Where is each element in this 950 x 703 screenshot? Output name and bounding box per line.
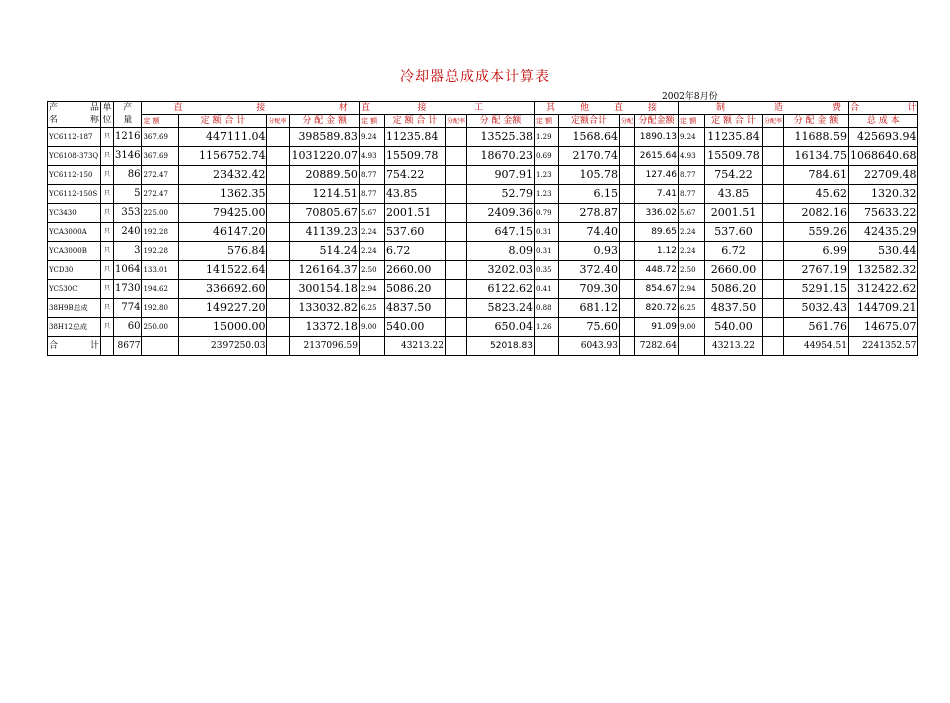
- sub-quota-c: 定 额: [534, 115, 558, 128]
- material-quota: 192.28: [142, 242, 179, 261]
- table-row: [48, 223, 918, 242]
- mfg-quota: 8.77: [678, 166, 704, 185]
- product-name: YCD30: [48, 261, 101, 280]
- mfg-quota-total: 15509.78: [704, 147, 762, 166]
- mfg-quota: 2.94: [678, 280, 704, 299]
- material-rate: [267, 223, 290, 242]
- total-row: [48, 337, 918, 356]
- material-quota: 367.69: [142, 147, 179, 166]
- material-quota-total: 576.84: [179, 242, 267, 261]
- mfg-alloc: 45.62: [783, 185, 848, 204]
- other-quota: 1.29: [534, 128, 558, 147]
- sub-alloc-b: 分 配 金额: [466, 115, 534, 128]
- material-rate: [267, 166, 290, 185]
- other-quota: 0.88: [534, 299, 558, 318]
- quantity: 774: [114, 299, 142, 318]
- material-alloc: 126164.37: [290, 261, 359, 280]
- sub-alloc: 分 配 金 额: [290, 115, 359, 128]
- mfg-rate: [762, 128, 783, 147]
- total-labor-quota: 43213.22: [384, 337, 445, 356]
- mfg-alloc: 5032.43: [783, 299, 848, 318]
- other-alloc: 2615.64: [634, 147, 678, 166]
- quantity: 1064: [114, 261, 142, 280]
- mfg-quota-total: 5086.20: [704, 280, 762, 299]
- unit: 只: [101, 185, 114, 204]
- labor-rate: [445, 223, 466, 242]
- unit: 只: [101, 223, 114, 242]
- table-row: [48, 147, 918, 166]
- mfg-quota: 2.24: [678, 242, 704, 261]
- total-cost-sum: 2241352.57: [848, 337, 917, 356]
- header-other: 其 他 直 接: [534, 102, 678, 115]
- product-name: 38H12总成: [48, 318, 101, 337]
- quantity: 3: [114, 242, 142, 261]
- unit: 只: [101, 318, 114, 337]
- sub-rate-d: 分配率: [762, 115, 783, 128]
- labor-rate: [445, 166, 466, 185]
- sub-quota-total-d: 定 额 合 计: [704, 115, 762, 128]
- sub-total-cost: 总 成 本: [848, 115, 917, 128]
- mfg-rate: [762, 166, 783, 185]
- header-qty: 产: [114, 102, 142, 115]
- mfg-rate: [762, 299, 783, 318]
- material-alloc: 1214.51: [290, 185, 359, 204]
- mfg-quota: 6.25: [678, 299, 704, 318]
- labor-quota-total: 2001.51: [384, 204, 445, 223]
- sub-alloc-c: 分配金额: [634, 115, 678, 128]
- other-quota: 1.23: [534, 185, 558, 204]
- t-f-r: [762, 337, 783, 356]
- mfg-quota: 2.24: [678, 223, 704, 242]
- material-alloc: 1031220.07: [290, 147, 359, 166]
- other-quota: 0.79: [534, 204, 558, 223]
- other-alloc: 91.09: [634, 318, 678, 337]
- material-quota-total: 447111.04: [179, 128, 267, 147]
- unit: 只: [101, 261, 114, 280]
- quantity: 240: [114, 223, 142, 242]
- sub-quota-b: 定 额: [359, 115, 384, 128]
- other-alloc: 1.12: [634, 242, 678, 261]
- other-alloc: 89.65: [634, 223, 678, 242]
- total-cost: 1068640.68: [848, 147, 917, 166]
- material-quota-total: 15000.00: [179, 318, 267, 337]
- total-cost: 425693.94: [848, 128, 917, 147]
- labor-quota: 8.77: [359, 166, 384, 185]
- sub-quota: 定 额: [142, 115, 179, 128]
- total-cost: 1320.32: [848, 185, 917, 204]
- labor-quota-total: 537.60: [384, 223, 445, 242]
- labor-alloc: 3202.03: [466, 261, 534, 280]
- product-name: YC6108-373Q: [48, 147, 101, 166]
- other-quota-total: 372.40: [558, 261, 619, 280]
- other-quota: 0.31: [534, 223, 558, 242]
- labor-alloc: 647.15: [466, 223, 534, 242]
- labor-quota-total: 15509.78: [384, 147, 445, 166]
- quantity: 1730: [114, 280, 142, 299]
- mfg-quota-total: 43.85: [704, 185, 762, 204]
- total-material-quota: 2397250.03: [179, 337, 267, 356]
- total-label: 合 计: [48, 337, 101, 356]
- table-row: [48, 318, 918, 337]
- quantity: 1216: [114, 128, 142, 147]
- mfg-rate: [762, 318, 783, 337]
- other-alloc: 820.72: [634, 299, 678, 318]
- product-name: YC6112-150S: [48, 185, 101, 204]
- material-alloc: 133032.82: [290, 299, 359, 318]
- mfg-quota: 2.50: [678, 261, 704, 280]
- labor-alloc: 52.79: [466, 185, 534, 204]
- unit: 只: [101, 280, 114, 299]
- material-quota-total: 336692.60: [179, 280, 267, 299]
- quantity: 353: [114, 204, 142, 223]
- material-quota: 367.69: [142, 128, 179, 147]
- other-quota-total: 105.78: [558, 166, 619, 185]
- mfg-rate: [762, 147, 783, 166]
- sub-alloc-d: 分 配 金 额: [783, 115, 848, 128]
- material-rate: [267, 261, 290, 280]
- mfg-quota-total: 6.72: [704, 242, 762, 261]
- mfg-quota: 5.67: [678, 204, 704, 223]
- labor-rate: [445, 318, 466, 337]
- other-alloc: 1890.13: [634, 128, 678, 147]
- total-qty: 8677: [114, 337, 142, 356]
- mfg-quota: 4.93: [678, 147, 704, 166]
- labor-quota: 6.25: [359, 299, 384, 318]
- material-alloc: 41139.23: [290, 223, 359, 242]
- total-cost: 75633.22: [848, 204, 917, 223]
- mfg-quota: 9.00: [678, 318, 704, 337]
- material-rate: [267, 299, 290, 318]
- mfg-rate: [762, 223, 783, 242]
- sub-quota-total-c: 定额合计: [558, 115, 619, 128]
- total-material-alloc: 2137096.59: [290, 337, 359, 356]
- unit: 只: [101, 242, 114, 261]
- other-quota-total: 6.15: [558, 185, 619, 204]
- other-rate: [619, 318, 634, 337]
- other-alloc: 448.72: [634, 261, 678, 280]
- labor-alloc: 650.04: [466, 318, 534, 337]
- labor-alloc: 18670.23: [466, 147, 534, 166]
- total-cost: 14675.07: [848, 318, 917, 337]
- mfg-alloc: 5291.15: [783, 280, 848, 299]
- labor-alloc: 5823.24: [466, 299, 534, 318]
- labor-rate: [445, 261, 466, 280]
- mfg-alloc: 561.76: [783, 318, 848, 337]
- total-labor-alloc: 52018.83: [466, 337, 534, 356]
- table-row: [48, 166, 918, 185]
- labor-quota: 2.94: [359, 280, 384, 299]
- total-cost: 132582.32: [848, 261, 917, 280]
- other-quota-total: 75.60: [558, 318, 619, 337]
- mfg-alloc: 16134.75: [783, 147, 848, 166]
- material-quota: 272.47: [142, 185, 179, 204]
- labor-quota-total: 5086.20: [384, 280, 445, 299]
- product-name: YC3430: [48, 204, 101, 223]
- product-name: YC6112-187: [48, 128, 101, 147]
- header-total: 合 计: [849, 102, 917, 113]
- t-m-q: [142, 337, 179, 356]
- labor-quota: 9.00: [359, 318, 384, 337]
- material-alloc: 13372.18: [290, 318, 359, 337]
- material-rate: [267, 204, 290, 223]
- material-alloc: 70805.67: [290, 204, 359, 223]
- table-row: [48, 261, 918, 280]
- other-quota-total: 74.40: [558, 223, 619, 242]
- labor-alloc: 907.91: [466, 166, 534, 185]
- material-quota: 194.62: [142, 280, 179, 299]
- total-unit: [101, 337, 114, 356]
- labor-alloc: 8.09: [466, 242, 534, 261]
- mfg-rate: [762, 204, 783, 223]
- material-alloc: 20889.50: [290, 166, 359, 185]
- product-name: YCA3000A: [48, 223, 101, 242]
- other-rate: [619, 280, 634, 299]
- labor-quota-total: 4837.50: [384, 299, 445, 318]
- labor-rate: [445, 204, 466, 223]
- total-other-quota: 6043.93: [558, 337, 619, 356]
- material-rate: [267, 318, 290, 337]
- total-cost: 22709.48: [848, 166, 917, 185]
- material-quota: 272.47: [142, 166, 179, 185]
- mfg-rate: [762, 242, 783, 261]
- other-quota: 1.23: [534, 166, 558, 185]
- unit: 只: [101, 128, 114, 147]
- material-rate: [267, 242, 290, 261]
- material-rate: [267, 147, 290, 166]
- other-alloc: 336.02: [634, 204, 678, 223]
- material-alloc: 514.24: [290, 242, 359, 261]
- total-mfg-quota: 43213.22: [704, 337, 762, 356]
- t-o-r: [619, 337, 634, 356]
- header-row-2: [48, 115, 918, 128]
- table-row: [48, 280, 918, 299]
- t-l-q: [359, 337, 384, 356]
- labor-quota: 2.24: [359, 242, 384, 261]
- table-row: [48, 299, 918, 318]
- mfg-alloc: 2767.19: [783, 261, 848, 280]
- header-qty-2: 量: [114, 115, 142, 128]
- unit: 只: [101, 299, 114, 318]
- sub-quota-total: 定 额 合 计: [179, 115, 267, 128]
- labor-quota-total: 754.22: [384, 166, 445, 185]
- material-quota: 192.80: [142, 299, 179, 318]
- mfg-quota-total: 540.00: [704, 318, 762, 337]
- other-rate: [619, 128, 634, 147]
- labor-alloc: 13525.38: [466, 128, 534, 147]
- other-quota: 0.31: [534, 242, 558, 261]
- other-rate: [619, 261, 634, 280]
- other-alloc: 7.41: [634, 185, 678, 204]
- total-cost: 144709.21: [848, 299, 917, 318]
- other-quota: 0.35: [534, 261, 558, 280]
- product-name: YC6112-150: [48, 166, 101, 185]
- other-rate: [619, 242, 634, 261]
- other-rate: [619, 166, 634, 185]
- labor-quota: 4.93: [359, 147, 384, 166]
- sub-quota-d: 定 额: [678, 115, 704, 128]
- labor-quota-total: 2660.00: [384, 261, 445, 280]
- material-quota-total: 149227.20: [179, 299, 267, 318]
- material-quota: 192.28: [142, 223, 179, 242]
- labor-rate: [445, 280, 466, 299]
- unit: 只: [101, 204, 114, 223]
- header-product: 产 品: [49, 102, 99, 113]
- product-name: YC530C: [48, 280, 101, 299]
- labor-quota-total: 6.72: [384, 242, 445, 261]
- other-quota: 0.69: [534, 147, 558, 166]
- t-l-r: [445, 337, 466, 356]
- header-row-1: [48, 102, 918, 115]
- material-quota: 250.00: [142, 318, 179, 337]
- sub-quota-total-b: 定 额 合 计: [384, 115, 445, 128]
- product-name: 38H9B总成: [48, 299, 101, 318]
- material-quota-total: 141522.64: [179, 261, 267, 280]
- quantity: 5: [114, 185, 142, 204]
- labor-quota: 2.24: [359, 223, 384, 242]
- other-quota-total: 0.93: [558, 242, 619, 261]
- mfg-quota-total: 537.60: [704, 223, 762, 242]
- product-name: YCA3000B: [48, 242, 101, 261]
- labor-quota: 9.24: [359, 128, 384, 147]
- other-rate: [619, 185, 634, 204]
- labor-rate: [445, 147, 466, 166]
- unit: 只: [101, 166, 114, 185]
- cost-table: [47, 101, 918, 356]
- table-row: [48, 242, 918, 261]
- other-quota-total: 278.87: [558, 204, 619, 223]
- sub-rate-c: 分配: [619, 115, 634, 128]
- mfg-alloc: 784.61: [783, 166, 848, 185]
- table-row: [48, 128, 918, 147]
- labor-quota: 8.77: [359, 185, 384, 204]
- report-date: 2002年8月份: [662, 92, 718, 102]
- sub-rate-b: 分配率: [445, 115, 466, 128]
- total-cost: 530.44: [848, 242, 917, 261]
- other-quota-total: 681.12: [558, 299, 619, 318]
- sheet-title: 冷却器总成成本计算表: [400, 69, 550, 85]
- header-unit-2: 位: [101, 115, 114, 128]
- mfg-rate: [762, 280, 783, 299]
- labor-quota: 5.67: [359, 204, 384, 223]
- material-quota: 225.00: [142, 204, 179, 223]
- total-mfg-alloc: 44954.51: [783, 337, 848, 356]
- header-material: 直 接 材: [142, 102, 359, 115]
- labor-alloc: 6122.62: [466, 280, 534, 299]
- labor-rate: [445, 242, 466, 261]
- quantity: 3146: [114, 147, 142, 166]
- other-quota: 0.41: [534, 280, 558, 299]
- material-quota-total: 23432.42: [179, 166, 267, 185]
- mfg-quota-total: 2001.51: [704, 204, 762, 223]
- total-cost: 312422.62: [848, 280, 917, 299]
- mfg-rate: [762, 261, 783, 280]
- mfg-quota-total: 11235.84: [704, 128, 762, 147]
- material-alloc: 300154.18: [290, 280, 359, 299]
- mfg-quota-total: 754.22: [704, 166, 762, 185]
- t-o-q: [534, 337, 558, 356]
- material-quota: 133.01: [142, 261, 179, 280]
- mfg-quota-total: 2660.00: [704, 261, 762, 280]
- material-rate: [267, 185, 290, 204]
- labor-quota: 2.50: [359, 261, 384, 280]
- quantity: 60: [114, 318, 142, 337]
- unit: 只: [101, 147, 114, 166]
- labor-quota-total: 540.00: [384, 318, 445, 337]
- sub-rate: 分配率: [267, 115, 290, 128]
- other-quota-total: 1568.64: [558, 128, 619, 147]
- labor-quota-total: 43.85: [384, 185, 445, 204]
- t-f-q: [678, 337, 704, 356]
- other-rate: [619, 147, 634, 166]
- material-quota-total: 1156752.74: [179, 147, 267, 166]
- mfg-quota: 9.24: [678, 128, 704, 147]
- other-quota-total: 2170.74: [558, 147, 619, 166]
- material-quota-total: 1362.35: [179, 185, 267, 204]
- mfg-alloc: 6.99: [783, 242, 848, 261]
- material-quota-total: 46147.20: [179, 223, 267, 242]
- other-rate: [619, 223, 634, 242]
- material-rate: [267, 128, 290, 147]
- labor-rate: [445, 128, 466, 147]
- total-other-alloc: 7282.64: [634, 337, 678, 356]
- other-quota-total: 709.30: [558, 280, 619, 299]
- total-cost: 42435.29: [848, 223, 917, 242]
- mfg-rate: [762, 185, 783, 204]
- header-unit: 单: [102, 102, 112, 113]
- labor-alloc: 2409.36: [466, 204, 534, 223]
- mfg-quota: 8.77: [678, 185, 704, 204]
- mfg-alloc: 2082.16: [783, 204, 848, 223]
- other-quota: 1.26: [534, 318, 558, 337]
- material-quota-total: 79425.00: [179, 204, 267, 223]
- material-alloc: 398589.83: [290, 128, 359, 147]
- t-m-r: [267, 337, 290, 356]
- other-rate: [619, 204, 634, 223]
- header-labor: 直 接 工: [359, 102, 534, 115]
- other-alloc: 854.67: [634, 280, 678, 299]
- labor-quota-total: 11235.84: [384, 128, 445, 147]
- material-rate: [267, 280, 290, 299]
- other-alloc: 127.46: [634, 166, 678, 185]
- header-mfg: 制 造 费: [678, 102, 848, 115]
- mfg-alloc: 11688.59: [783, 128, 848, 147]
- header-name: 名 称: [48, 115, 101, 128]
- mfg-alloc: 559.26: [783, 223, 848, 242]
- labor-rate: [445, 185, 466, 204]
- mfg-quota-total: 4837.50: [704, 299, 762, 318]
- table-row: [48, 204, 918, 223]
- table-row: [48, 185, 918, 204]
- quantity: 86: [114, 166, 142, 185]
- other-rate: [619, 299, 634, 318]
- labor-rate: [445, 299, 466, 318]
